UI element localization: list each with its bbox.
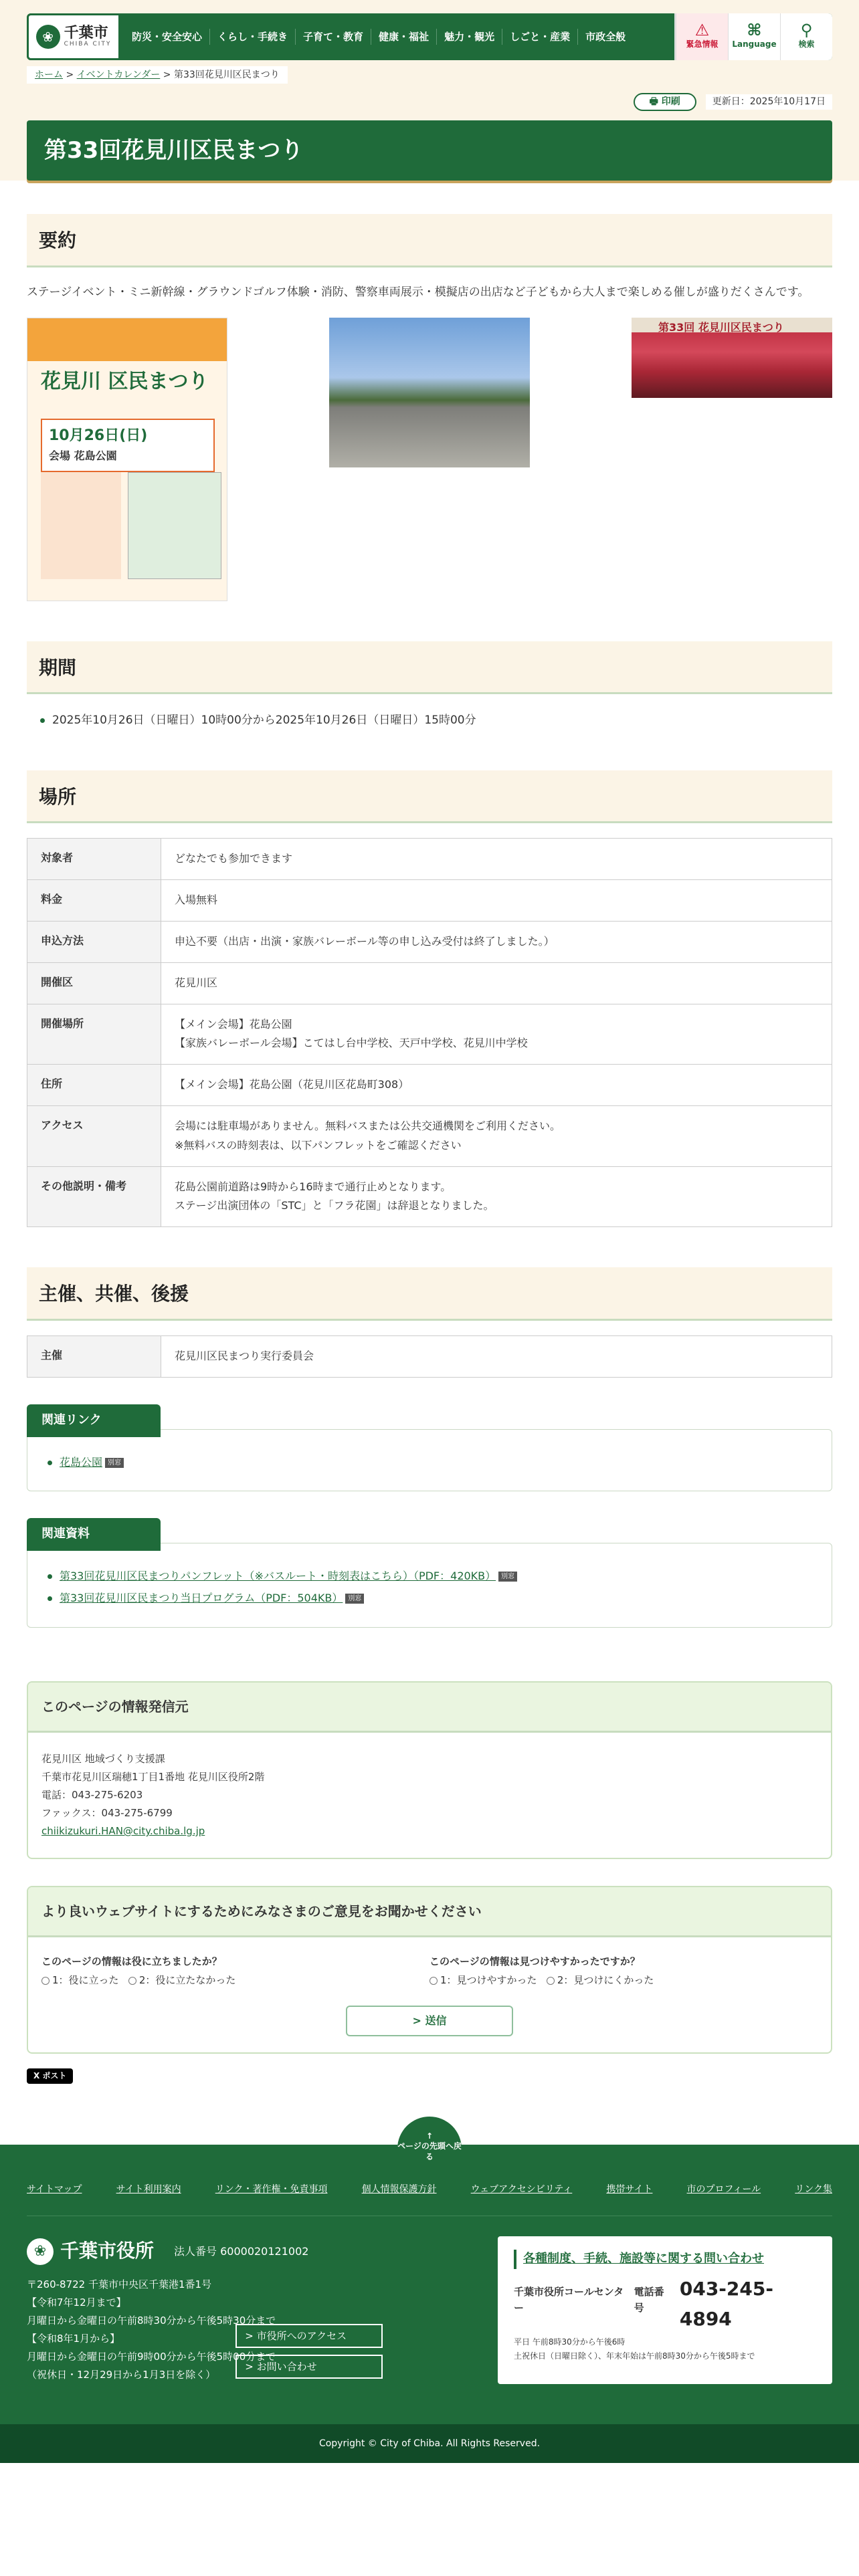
call-hours: 平日 午前8時30分から午後6時 (514, 2337, 626, 2347)
city-emblem-icon: ❀ (36, 25, 60, 49)
list-item (47, 1454, 812, 1471)
organizer-heading: 主催、共催、後援 (27, 1267, 832, 1321)
gnav-item-tourism[interactable]: 魅力・観光 (437, 29, 502, 45)
link-program-pdf[interactable]: 第33回花見川区民まつり当日プログラム（PDF：504KB） (60, 1592, 343, 1605)
city-emblem-icon: ❀ (27, 2238, 54, 2265)
access-button[interactable]: > 市役所へのアクセス (235, 2324, 383, 2348)
poster-map (128, 472, 221, 579)
survey-question-useful (41, 1953, 430, 1988)
list-item (47, 1568, 812, 1585)
page-title: 第33回花見川区民まつり (27, 120, 832, 181)
link-hanashima-park[interactable]: 花島公園 (60, 1455, 103, 1469)
print-label: 印刷 (661, 96, 680, 108)
poster-title: 花見川 区民まつり (41, 369, 209, 393)
row-value: 【メイン会場】花島公園（花見川区花島町308） (161, 1065, 832, 1106)
breadcrumb: ホーム > イベントカレンダー > 第33回花見川区民まつり (27, 66, 288, 84)
links-heading: 関連リンク (27, 1404, 161, 1437)
call-center-tel: 043-245-4894 (679, 2278, 773, 2330)
gnav-item-business[interactable]: しごと・産業 (502, 29, 578, 45)
updated-date: 更新日：2025年10月17日 (706, 94, 832, 109)
row-value: 花見川区民まつり実行委員会 (161, 1335, 832, 1377)
poster-date: 10月26日(日) (49, 427, 148, 444)
footer-address-line: 月曜日から金曜日の午前9時00分から午後5時00分まで (27, 2351, 276, 2363)
festival-photo-stage[interactable] (632, 318, 832, 398)
gnav-item-government[interactable]: 市政全般 (585, 31, 626, 43)
survey-question-findable (430, 1953, 818, 1988)
emergency-button[interactable] (676, 13, 728, 60)
footer-address-line: 【令和7年12月まで】 (27, 2296, 126, 2309)
question-title: このページの情報は役に立ちましたか？ (41, 1955, 222, 1968)
footer-link-links[interactable]: リンク集 (795, 2183, 832, 2195)
page-top-label: ページの先頭へ戻る (397, 2141, 462, 2162)
link-pamphlet-pdf[interactable]: 第33回花見川区民まつりパンフレット（※バスルート・時刻表はこちら）（PDF：420KB） (60, 1569, 496, 1582)
footer-address-line: （祝休日・12月29日から1月3日を除く） (27, 2369, 216, 2381)
tel-label: 電話番号 (634, 2286, 664, 2315)
external-window-icon: 別窓 (345, 1594, 364, 1604)
footer-link-privacy[interactable]: 個人情報保護方針 (361, 2183, 437, 2195)
arrow-up-icon: ↑ (425, 2131, 434, 2141)
print-button[interactable]: 🖶 印刷 (634, 93, 696, 110)
row-label: 住所 (27, 1065, 161, 1106)
row-value: ※無料バスの時刻表は、以下パンフレットをご確認ください (175, 1138, 462, 1152)
row-value: 【家族バレーボール会場】こてはし台中学校、天戸中学校、花見川中学校 (175, 1037, 528, 1050)
row-value: 会場には駐車場がありません。無料バスまたは公共交通機関をご利用ください。 (175, 1119, 561, 1132)
row-label: 開催場所 (27, 1004, 161, 1065)
festival-poster-image[interactable] (27, 318, 227, 601)
footer-link-sitemap[interactable]: サイトマップ (27, 2183, 82, 2195)
inquiry-button[interactable]: > お問い合わせ (235, 2355, 383, 2379)
corporate-number: 法人番号 6000020121002 (174, 2244, 309, 2258)
option-label: 1：見つけやすかった (440, 1974, 537, 1987)
gnav-item-living[interactable]: くらし・手続き (210, 29, 296, 45)
table-row (27, 921, 832, 962)
breadcrumb-calendar[interactable]: イベントカレンダー (76, 70, 161, 80)
radio-useful-yes[interactable] (41, 1977, 50, 1985)
row-label: 主催 (27, 1335, 161, 1377)
contact-line: 花見川区 地域づくり支援課 (41, 1753, 165, 1765)
contact-line: 電話：043-275-6203 (41, 1789, 143, 1802)
footer-address-line: 【令和8年1月から】 (27, 2333, 120, 2345)
links-box (27, 1429, 832, 1492)
organizer-table (27, 1335, 832, 1378)
row-label: 申込方法 (27, 921, 161, 962)
site-logo[interactable] (27, 13, 120, 60)
radio-findable-yes[interactable] (430, 1977, 438, 1985)
row-value: ステージ出演団体の「STC」と「フラ花園」は辞退となりました。 (175, 1199, 494, 1212)
contact-heading: このページの情報発信元 (28, 1683, 831, 1733)
header-tools (674, 13, 832, 60)
copyright: Copyright © City of Chiba. All Rights Reserved. (0, 2424, 859, 2463)
festival-photo-crowd[interactable] (329, 318, 530, 467)
footer-address-line: 月曜日から金曜日の午前8時30分から午後5時30分まで (27, 2315, 276, 2327)
main-content (0, 214, 859, 2084)
call-hours: 土祝休日（日曜日除く）、年末年始は午前8時30分から午後5時まで (514, 2351, 755, 2361)
contact-line: 千葉市花見川区瑞穂1丁目1番地 花見川区役所2階 (41, 1771, 265, 1784)
site-footer (0, 2145, 859, 2424)
footer-city-name: 千葉市役所 (60, 2240, 155, 2262)
radio-findable-no[interactable] (547, 1977, 555, 1985)
row-value: 花見川区 (161, 962, 832, 1004)
contact-line: ファックス：043-275-6799 (41, 1807, 173, 1820)
emergency-label: 緊急情報 (686, 39, 719, 49)
survey-box (27, 1886, 832, 2054)
summary-text: ステージイベント・ミニ新幹線・グラウンドゴルフ体験・消防、警察車両展示・模擬店の出店など子どもから大人まで楽しめる催しが盛りだくさんです。 (27, 285, 809, 299)
image-gallery (27, 318, 832, 601)
event-info-table (27, 838, 832, 1227)
poster-date-box (41, 419, 215, 472)
row-label: アクセス (27, 1105, 161, 1166)
search-label: 検索 (798, 39, 815, 49)
row-value: 入場無料 (161, 880, 832, 922)
docs-heading: 関連資料 (27, 1518, 161, 1551)
site-header (27, 13, 832, 60)
row-value: 【メイン会場】花島公園 (175, 1017, 292, 1031)
call-center-box (498, 2236, 832, 2384)
gnav-item-childcare[interactable]: 子育て・教育 (296, 29, 371, 45)
place-heading: 場所 (27, 770, 832, 824)
contact-email-link[interactable]: chiikizukuri.HAN@city.chiba.lg.jp (41, 1825, 205, 1838)
top-area (0, 0, 859, 181)
call-center-link[interactable]: 各種制度、手続、施設等に関する問い合わせ (514, 2250, 816, 2269)
footer-link-profile[interactable]: 市のプロフィール (686, 2183, 761, 2195)
x-post-button[interactable]: X ポスト (27, 2068, 73, 2084)
footer-info (27, 2236, 462, 2384)
external-window-icon: 別窓 (105, 1458, 124, 1468)
radio-useful-no[interactable] (128, 1977, 136, 1985)
contact-box (27, 1681, 832, 1859)
period-heading: 期間 (27, 641, 832, 695)
search-button[interactable] (780, 13, 832, 60)
table-row (27, 1004, 832, 1065)
call-center-name: 千葉市役所コールセンター (514, 2286, 624, 2315)
footer-nav (27, 2182, 832, 2216)
language-label: Language (732, 39, 777, 49)
poster-place: 会場 花島公園 (49, 449, 117, 462)
summary-heading: 要約 (27, 214, 832, 267)
question-title: このページの情報は見つけやすかったですか？ (430, 1955, 640, 1968)
global-nav (120, 13, 674, 60)
external-window-icon: 別窓 (498, 1572, 517, 1582)
period-item: 2025年10月26日（日曜日）10時00分から2025年10月26日（日曜日）15時00分 (40, 712, 832, 730)
table-row (27, 839, 832, 880)
row-value: 申込不要（出店・出演・家族バレーボール等の申し込み受付は終了しました。） (161, 921, 832, 962)
table-row (27, 962, 832, 1004)
table-row (27, 1335, 832, 1377)
logo-en: CHIBA CITY (64, 41, 112, 48)
option-label: 2：役に立たなかった (138, 1974, 236, 1987)
row-label: 対象者 (27, 839, 161, 880)
docs-box (27, 1543, 832, 1628)
option-label: 2：見つけにくかった (557, 1974, 654, 1987)
language-icon: ⌘ (747, 21, 762, 40)
language-button[interactable] (728, 13, 780, 60)
row-value: どなたでも参加できます (161, 839, 832, 880)
period-list (27, 712, 832, 730)
logo-jp: 千葉市 (64, 24, 108, 41)
table-row (27, 1105, 832, 1166)
row-label: 料金 (27, 880, 161, 922)
search-icon: ⚲ (800, 21, 813, 40)
table-row (27, 880, 832, 922)
footer-link-mobile[interactable]: 携帯サイト (606, 2183, 653, 2195)
breadcrumb-home[interactable]: ホーム (35, 70, 63, 80)
survey-heading: より良いウェブサイトにするためにみなさまのご意見をお聞かせください (28, 1887, 831, 1937)
table-row (27, 1065, 832, 1106)
footer-link-copyright[interactable]: リンク・著作権・免責事項 (215, 2183, 328, 2195)
gnav-item-health[interactable]: 健康・福祉 (371, 29, 437, 45)
footer-link-guide[interactable]: サイト利用案内 (116, 2183, 181, 2195)
option-label: 1：役に立った (52, 1974, 119, 1987)
gnav-item-safety[interactable]: 防災・安全安心 (124, 29, 210, 45)
stage-banner-text: 第33回 花見川区民まつり (658, 320, 784, 334)
breadcrumb-current: 第33回花見川区民まつり (173, 70, 280, 80)
row-label: その他説明・備考 (27, 1166, 161, 1227)
row-value: 花島公園前道路は9時から16時まで通行止めとなります。 (175, 1180, 452, 1193)
row-label: 開催区 (27, 962, 161, 1004)
survey-submit-button[interactable]: > 送信 (346, 2006, 513, 2036)
page-top-button[interactable] (397, 2117, 462, 2173)
footer-link-accessibility[interactable]: ウェブアクセシビリティ (470, 2183, 573, 2195)
warning-icon: ⚠ (694, 21, 710, 40)
list-item (47, 1590, 812, 1607)
footer-address-line: 〒260-8722 千葉市中央区千葉港1番1号 (27, 2278, 212, 2291)
table-row (27, 1166, 832, 1227)
